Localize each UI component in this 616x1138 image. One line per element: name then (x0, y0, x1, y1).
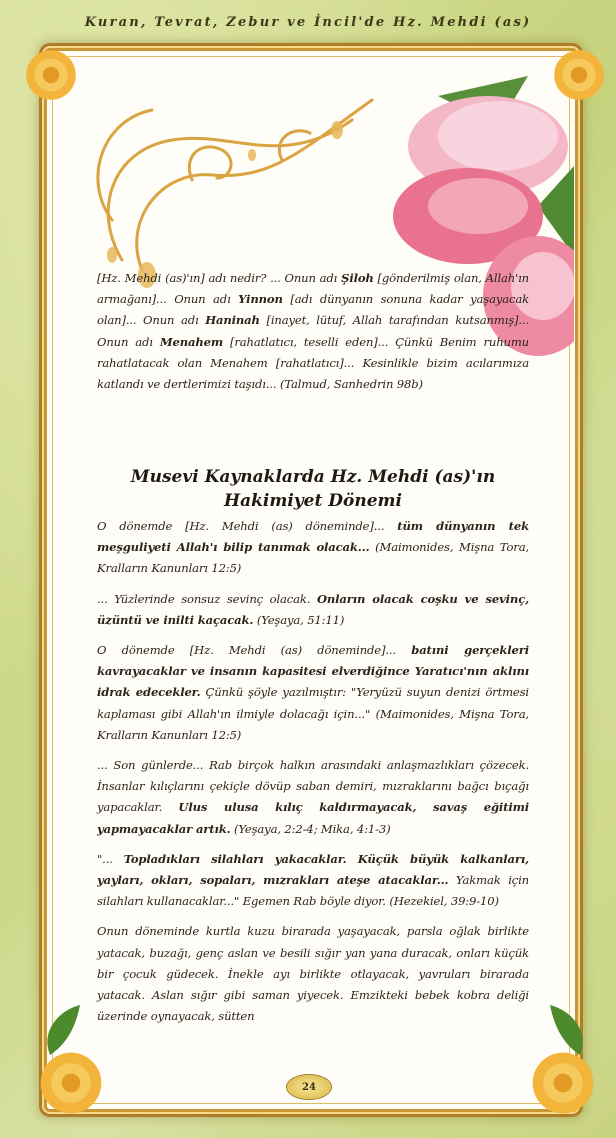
text-run: [adı dünyanın sonuna kadar yaşayacak olan]... Onun adı (97, 292, 529, 328)
paragraph (97, 921, 529, 1027)
heading-line: Musevi Kaynaklarda Hz. Mehdi (as)'ın (130, 467, 496, 487)
text-run: O dönemde [Hz. Mehdi (as) döneminde]... (97, 519, 398, 533)
paragraph (97, 640, 529, 746)
intro-quote (97, 268, 529, 404)
heading-line: Hakimiyet Dönemi (224, 491, 402, 511)
page-number: 24 (287, 1075, 331, 1099)
emphasis: Menahem (159, 334, 224, 349)
citation: Yakmak için silahları kullanacaklar..." Egemen Rab böyle diyor. (Hezekiel, 39:9-10) (97, 873, 529, 909)
text-run: [inayet, lütuf, Allah tarafından kutsanmış]... Onun adı (97, 313, 530, 349)
text-run: "... (97, 851, 124, 866)
emphasis: Haninah (205, 313, 260, 328)
intro-paragraph (97, 268, 529, 395)
emphasis: Yinnon (238, 292, 283, 307)
emphasis: Onların olacak coşku ve sevinç, üzüntü ve inilti kaçacak. (97, 591, 529, 627)
text-run: ... Yüzlerinde sonsuz sevinç olacak. (97, 591, 317, 606)
paragraph (97, 589, 529, 631)
paragraph (97, 516, 529, 580)
emphasis: Şiloh (341, 271, 374, 285)
body-text (97, 516, 529, 1036)
leaf-icon (540, 1000, 590, 1060)
section-heading (97, 465, 529, 513)
citation: (Yeşaya, 51:11) (253, 612, 345, 627)
leaf-icon (40, 1000, 90, 1060)
emphasis: Ulus ulusa kılıç kaldırmayacak, savaş eğitimi yapmayacaklar artık. (97, 800, 529, 836)
running-header (0, 0, 616, 44)
text-run: [Hz. Mehdi (as)'ın] adı nedir? ... Onun adı (97, 271, 342, 285)
emphasis: tüm dünyanın tek meşguliyeti Allah'ı bilip tanımak olacak... (97, 519, 529, 555)
rose-icon (20, 44, 82, 106)
citation: (Yeşaya, 2:2-4; Mika, 4:1-3) (230, 821, 391, 836)
ornament-swirl-icon (52, 60, 412, 300)
citation: Çünkü şöyle yazılmıştır: "Yeryüzü suyun denizi örtmesi kaplaması gibi Allah'ın ilmiyle dolacağı için..." (Maimonides, Mişna Tora, Kralların Kanunları 12:5) (97, 685, 529, 742)
emphasis: batıni gerçekleri kavrayacaklar ve insanın kapasitesi elverdiğince Yaratıcı'nın aklını idrak edecekler. (97, 643, 529, 700)
paragraph (97, 755, 529, 840)
text-run: ... Son günlerde... Rab birçok halkın arasındaki anlaşmazlıkları çözecek. İnsanlar kılıçlarını çekiçle dövüp saban demiri, mızraklarını bağcı bıçağı yapacaklar. (97, 758, 529, 815)
book-title: Kuran, Tevrat, Zebur ve İncil'de Hz. Mehdi (as) (84, 14, 532, 30)
paragraph (97, 849, 529, 913)
citation: (Maimonides, Mişna Tora, Kralların Kanunları 12:5) (97, 540, 529, 576)
text-run: O dönemde [Hz. Mehdi (as) döneminde]... (97, 643, 412, 658)
text-run: Onun döneminde kurtla kuzu birarada yaşayacak, parsla oğlak birlikte yatacak, buzağı, genç aslan ve besili sığır yan yana duracak, onları küçük bir çocuk güdecek. İnekle ayı birlikte otlayacak, yavruları birarada yatacak. Aslan sığır gibi saman yiyecek. Emzikteki bebek kobra deliği üzerinde oynayacak, sütten (97, 924, 529, 1024)
rose-icon (548, 44, 610, 106)
text-run: [rahatlatıcı, teselli eden]... Çünkü Benim ruhumu rahatlatacak olan Menahem [rahatlatıcı]... Kesinlikle bizim acılarımıza katlandı ve dertlerimizi taşıdı... (Talmud, Sanhedrin 98b) (97, 334, 529, 392)
emphasis: Topladıkları silahları yakacaklar. Küçük büyük kalkanları, yayları, okları, sopaları, mızrakları ateşe atacaklar... (97, 851, 529, 888)
text-run: [gönderilmiş olan, Allah'ın armağanı]... Onun adı (97, 271, 530, 307)
